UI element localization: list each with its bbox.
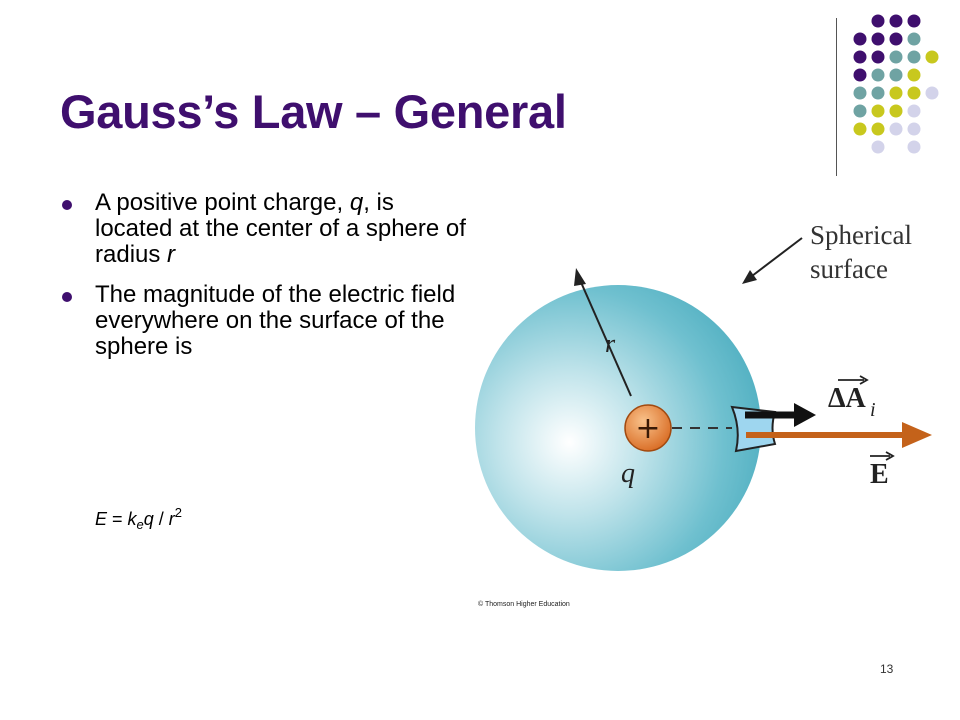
eq-slash: / <box>153 509 169 529</box>
bullet-item-2 <box>60 282 470 360</box>
decorative-dot <box>854 123 867 136</box>
decorative-dot <box>872 123 885 136</box>
charge-label: q <box>621 458 635 489</box>
decorative-divider <box>836 18 837 176</box>
decorative-dot <box>890 123 903 136</box>
radius-arrowhead <box>574 268 586 286</box>
decorative-dot <box>890 33 903 46</box>
eq-e: E <box>95 509 108 529</box>
decorative-dot <box>890 15 903 28</box>
surface-pointer <box>752 238 802 276</box>
decorative-dot <box>908 33 921 46</box>
eq-q: q <box>143 509 154 529</box>
bullet-icon <box>62 200 72 210</box>
decorative-dot <box>908 105 921 118</box>
bullet-1-charge-symbol: q <box>349 189 364 216</box>
eq-k-sub: e <box>136 517 144 532</box>
surface-pointer-head <box>742 270 757 284</box>
decorative-dot <box>872 15 885 28</box>
plus-sign: + <box>635 411 661 446</box>
decorative-dot <box>872 51 885 64</box>
decorative-dot <box>854 105 867 118</box>
sphere-figure <box>440 200 950 620</box>
bullet-icon <box>62 292 72 302</box>
copyright-credit: © Thomson Higher Education <box>478 601 570 608</box>
delta-a-label: ΔA <box>828 383 866 414</box>
bullet-1-radius-symbol: r <box>167 241 176 268</box>
slide-title: Gauss’s Law – General <box>60 85 567 138</box>
decorative-dot <box>872 69 885 82</box>
area-vector-arrowhead <box>794 403 816 427</box>
decorative-dot <box>854 33 867 46</box>
bullet-1-text-b: , is located at the center of a sphere of radius <box>95 189 466 268</box>
decorative-dot <box>872 87 885 100</box>
decorative-dot <box>890 69 903 82</box>
bullet-1-text-a: A positive point charge, <box>95 189 350 216</box>
spherical-surface <box>475 285 761 571</box>
bullet-item-1 <box>60 190 470 268</box>
spherical-label: Spherical <box>810 220 912 250</box>
decorative-dot <box>908 87 921 100</box>
decorative-dot <box>890 105 903 118</box>
e-field-label: E <box>870 459 889 490</box>
bullet-2-text: The magnitude of the electric field everywhere on the surface of the sphere is <box>95 281 456 360</box>
decorative-dot <box>908 15 921 28</box>
decorative-dot <box>854 51 867 64</box>
decorative-dot <box>854 87 867 100</box>
decorative-dot <box>872 105 885 118</box>
bullet-list <box>60 190 470 374</box>
eq-r: r <box>168 509 175 529</box>
radius-label: r <box>605 329 616 358</box>
electric-field-arrowhead <box>902 422 932 448</box>
delta-a-subscript: i <box>870 399 876 421</box>
field-equation <box>95 505 182 532</box>
surface-label: surface <box>810 254 888 284</box>
decorative-dot <box>908 141 921 154</box>
decorative-dot <box>890 51 903 64</box>
page-number: 13 <box>880 662 894 676</box>
eq-equals: = <box>107 509 128 529</box>
decorative-dot <box>926 51 939 64</box>
decorative-dot <box>926 87 939 100</box>
decorative-dot <box>908 69 921 82</box>
eq-k: k <box>127 509 137 529</box>
decorative-dot <box>890 87 903 100</box>
decorative-dot <box>854 69 867 82</box>
decorative-dot <box>872 141 885 154</box>
eq-r-sup: 2 <box>174 505 183 520</box>
decorative-dot <box>872 33 885 46</box>
decorative-dot <box>908 123 921 136</box>
decorative-dot <box>908 51 921 64</box>
